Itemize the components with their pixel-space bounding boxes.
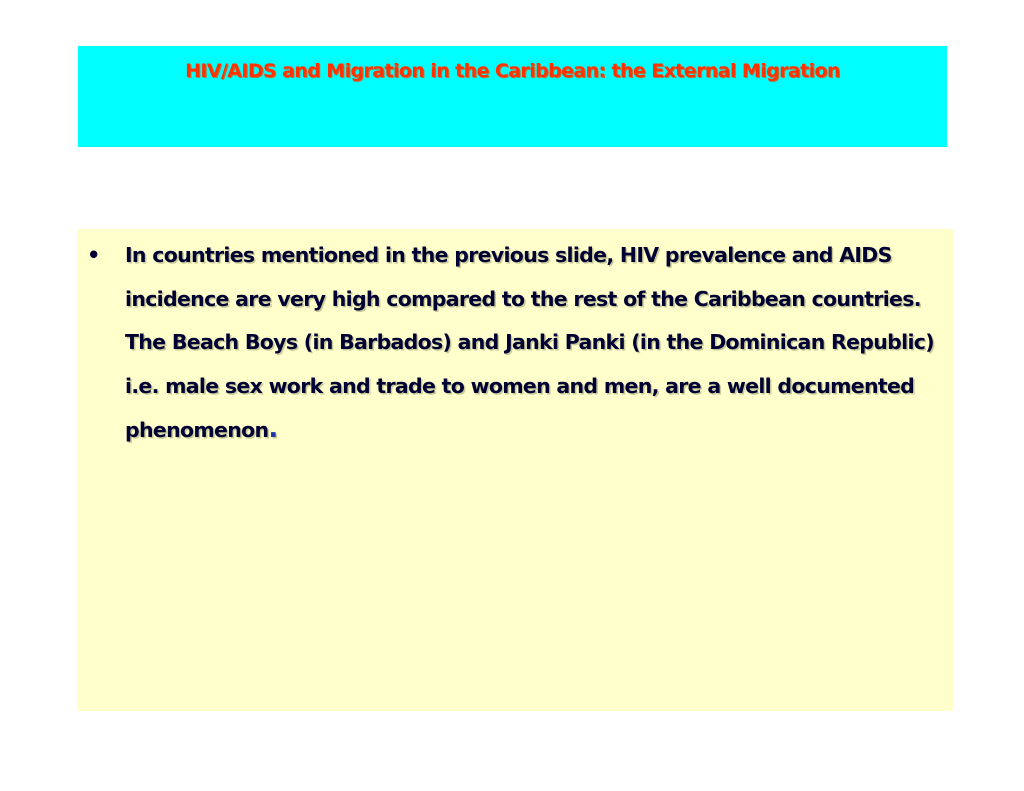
slide-title-box bbox=[78, 46, 947, 147]
slide-title: HIV/AIDS and Migration in the Caribbean: the External Migration bbox=[185, 60, 840, 82]
slide-content-box bbox=[77, 229, 954, 711]
bullet-text-block bbox=[125, 234, 937, 453]
bullet-marker: • bbox=[87, 243, 101, 267]
bullet-text: In countries mentioned in the previous slide, HIV prevalence and AIDS incidence are very high compared to the rest of the Caribbean countries. The Beach Boys (in Barbados) and Janki Panki (in the Dominican Republic) i.e. male sex work and trade to women and men, are a well documented phenomenon bbox=[125, 243, 934, 442]
bullet-end-punctuation: . bbox=[268, 414, 278, 444]
bullet-item bbox=[87, 234, 937, 453]
